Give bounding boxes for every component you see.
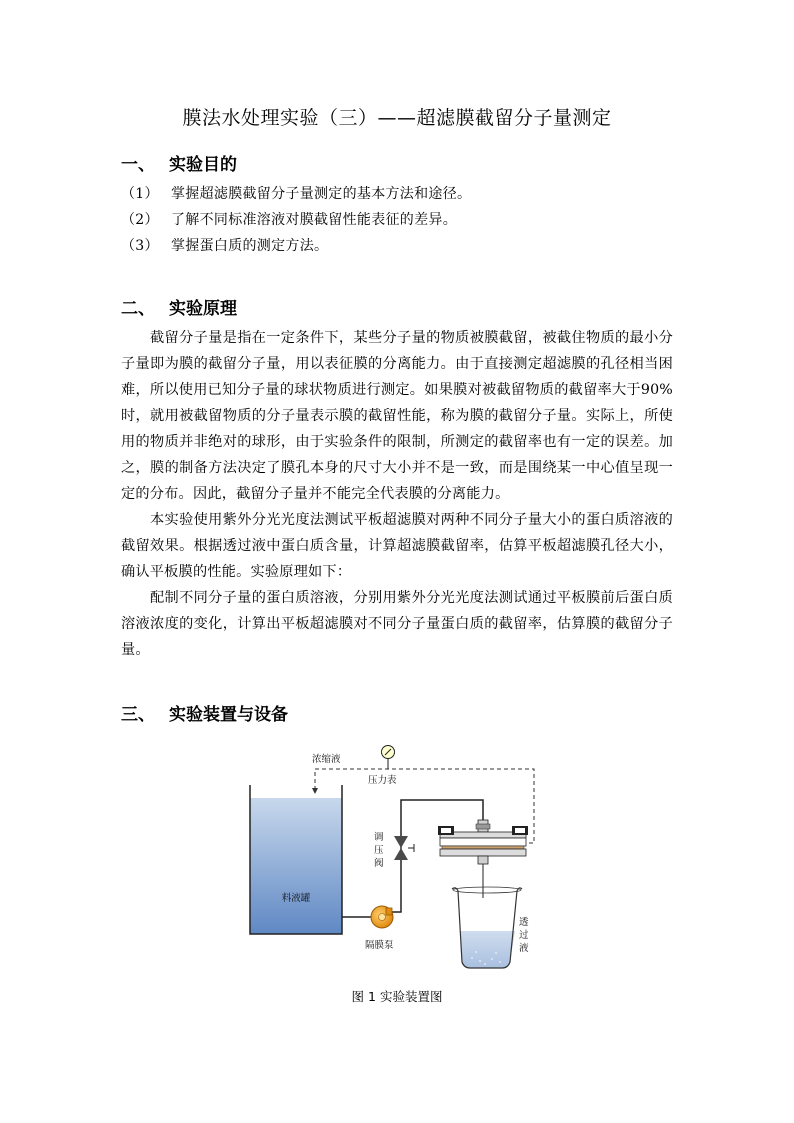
list-item-number: （3） — [121, 238, 159, 254]
list-item-text: 了解不同标准溶液对膜截留性能表征的差异。 — [171, 212, 457, 228]
permeate-label-char: 液 — [519, 943, 529, 954]
feed-tank — [250, 785, 342, 934]
page-title: 膜法水处理实验（三）——超滤膜截留分子量测定 — [182, 107, 612, 129]
pressure-valve-icon — [374, 832, 414, 869]
paragraph: 配制不同分子量的蛋白质溶液，分别用紫外分光光度法测试通过平板膜前后蛋白质溶液浓度的变化，计算出平板超滤膜对不同分子量蛋白质的截留率，估算膜的截留分子量。 — [121, 590, 673, 658]
list-item — [121, 209, 457, 229]
section-title: 实验原理 — [169, 299, 237, 319]
pump-label: 隔膜泵 — [365, 940, 394, 951]
gauge-label: 压力表 — [368, 775, 397, 786]
figure-caption: 图 1 实验装置图 — [351, 989, 443, 1004]
diaphragm-pump-icon — [365, 906, 394, 951]
feed-line — [342, 800, 483, 917]
valve-label-char: 阀 — [374, 858, 384, 869]
list-item-text: 掌握超滤膜截留分子量测定的基本方法和途径。 — [171, 186, 472, 202]
permeate-label-char: 透 — [519, 917, 529, 928]
list-item — [121, 235, 328, 255]
permeate-label-char: 过 — [519, 930, 529, 941]
section-number: 三、 — [121, 705, 155, 725]
section-heading-objectives — [121, 150, 237, 175]
pressure-gauge-icon — [368, 746, 397, 787]
list-item-text: 掌握蛋白质的测定方法。 — [171, 238, 329, 254]
paragraph: 本实验使用紫外分光光度法测试平板超滤膜对两种不同分子量大小的蛋白质溶液的截留效果。根据透过液中蛋白质含量，计算超滤膜截留率，估算平板超滤膜孔径大小，确认平板膜的性能。实验原理如下： — [121, 512, 673, 580]
concentrate-return-line — [312, 753, 534, 843]
membrane-module — [438, 820, 528, 898]
section-number: 二、 — [121, 299, 155, 319]
list-item-number: （2） — [121, 212, 159, 228]
section-title: 实验装置与设备 — [169, 705, 288, 725]
section-heading-principle — [121, 294, 237, 319]
valve-label-char: 调 — [374, 832, 384, 843]
valve-label-char: 压 — [374, 845, 384, 856]
apparatus-diagram — [240, 740, 560, 980]
list-item-number: （1） — [121, 186, 159, 202]
body-text — [121, 325, 673, 663]
section-heading-apparatus — [121, 700, 288, 725]
concentrate-label: 浓缩液 — [312, 754, 341, 765]
list-item — [121, 183, 471, 203]
tank-label: 料液罐 — [281, 893, 311, 904]
section-number: 一、 — [121, 155, 155, 175]
permeate-beaker — [452, 887, 529, 968]
section-title: 实验目的 — [169, 155, 237, 175]
paragraph: 截留分子量是指在一定条件下，某些分子量的物质被膜截留，被截住物质的最小分子量即为膜的截留分子量，用以表征膜的分离能力。由于直接测定超滤膜的孔径相当困难，所以使用已知分子量的球状物质进行测定。如果膜对被截留物质的截留率大于90%时，就用被截留物质的分子量表示膜的截留性能，称为膜的截留分子量。实际上，所使用的物质并非绝对的球形，由于实验条件的限制，所测定的截留率也有一定的误差。加之，膜的制备方法决定了膜孔本身的尺寸大小并不是一致，而是围绕某一中心值呈现一定的分布。因此，截留分子量并不能完全代表膜的分离能力。 — [121, 330, 673, 502]
